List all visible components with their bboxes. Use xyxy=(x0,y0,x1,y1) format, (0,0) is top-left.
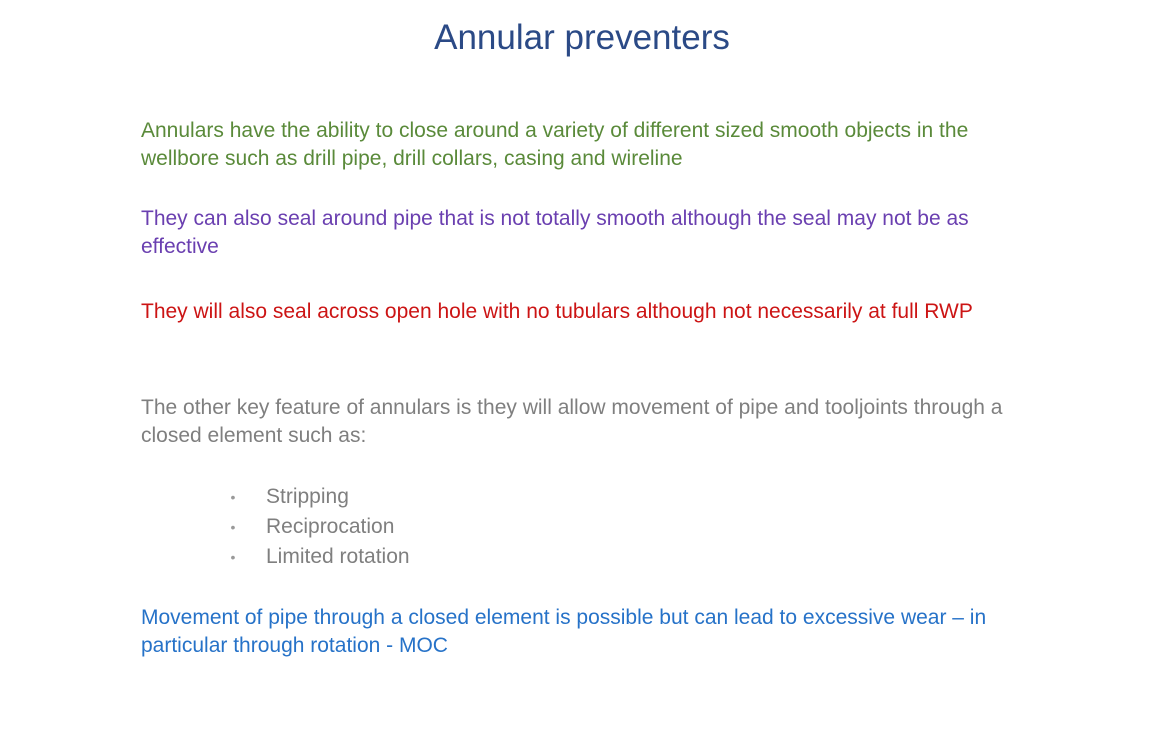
bullet-text: Limited rotation xyxy=(266,545,410,568)
list-item xyxy=(226,512,410,542)
list-item xyxy=(226,482,410,512)
bullet-dot-icon: • xyxy=(230,519,236,535)
bullet-text: Reciprocation xyxy=(266,515,395,538)
movement-bullet-list xyxy=(226,482,410,572)
bullet-dot-icon: • xyxy=(230,549,236,565)
paragraph-annular-ability: Annulars have the ability to close around a variety of different sized smooth objects in the wellbore such as drill pipe, drill collars, casing and wireline xyxy=(141,119,969,170)
paragraph-seal-not-smooth: They can also seal around pipe that is not totally smooth although the seal may not be as effective xyxy=(141,207,969,258)
paragraph-open-hole-seal: They will also seal across open hole with no tubulars although not necessarily at full RWP xyxy=(141,300,973,323)
bullet-dot-icon: • xyxy=(230,489,236,505)
list-item xyxy=(226,542,410,572)
slide-title: Annular preventers xyxy=(434,18,730,57)
paragraph-movement-wear: Movement of pipe through a closed element is possible but can lead to excessive wear – in particular through rotation - MOC xyxy=(141,606,987,657)
paragraph-key-feature: The other key feature of annulars is they will allow movement of pipe and tooljoints through a closed element such as: xyxy=(141,396,1003,447)
bullet-text: Stripping xyxy=(266,485,349,508)
